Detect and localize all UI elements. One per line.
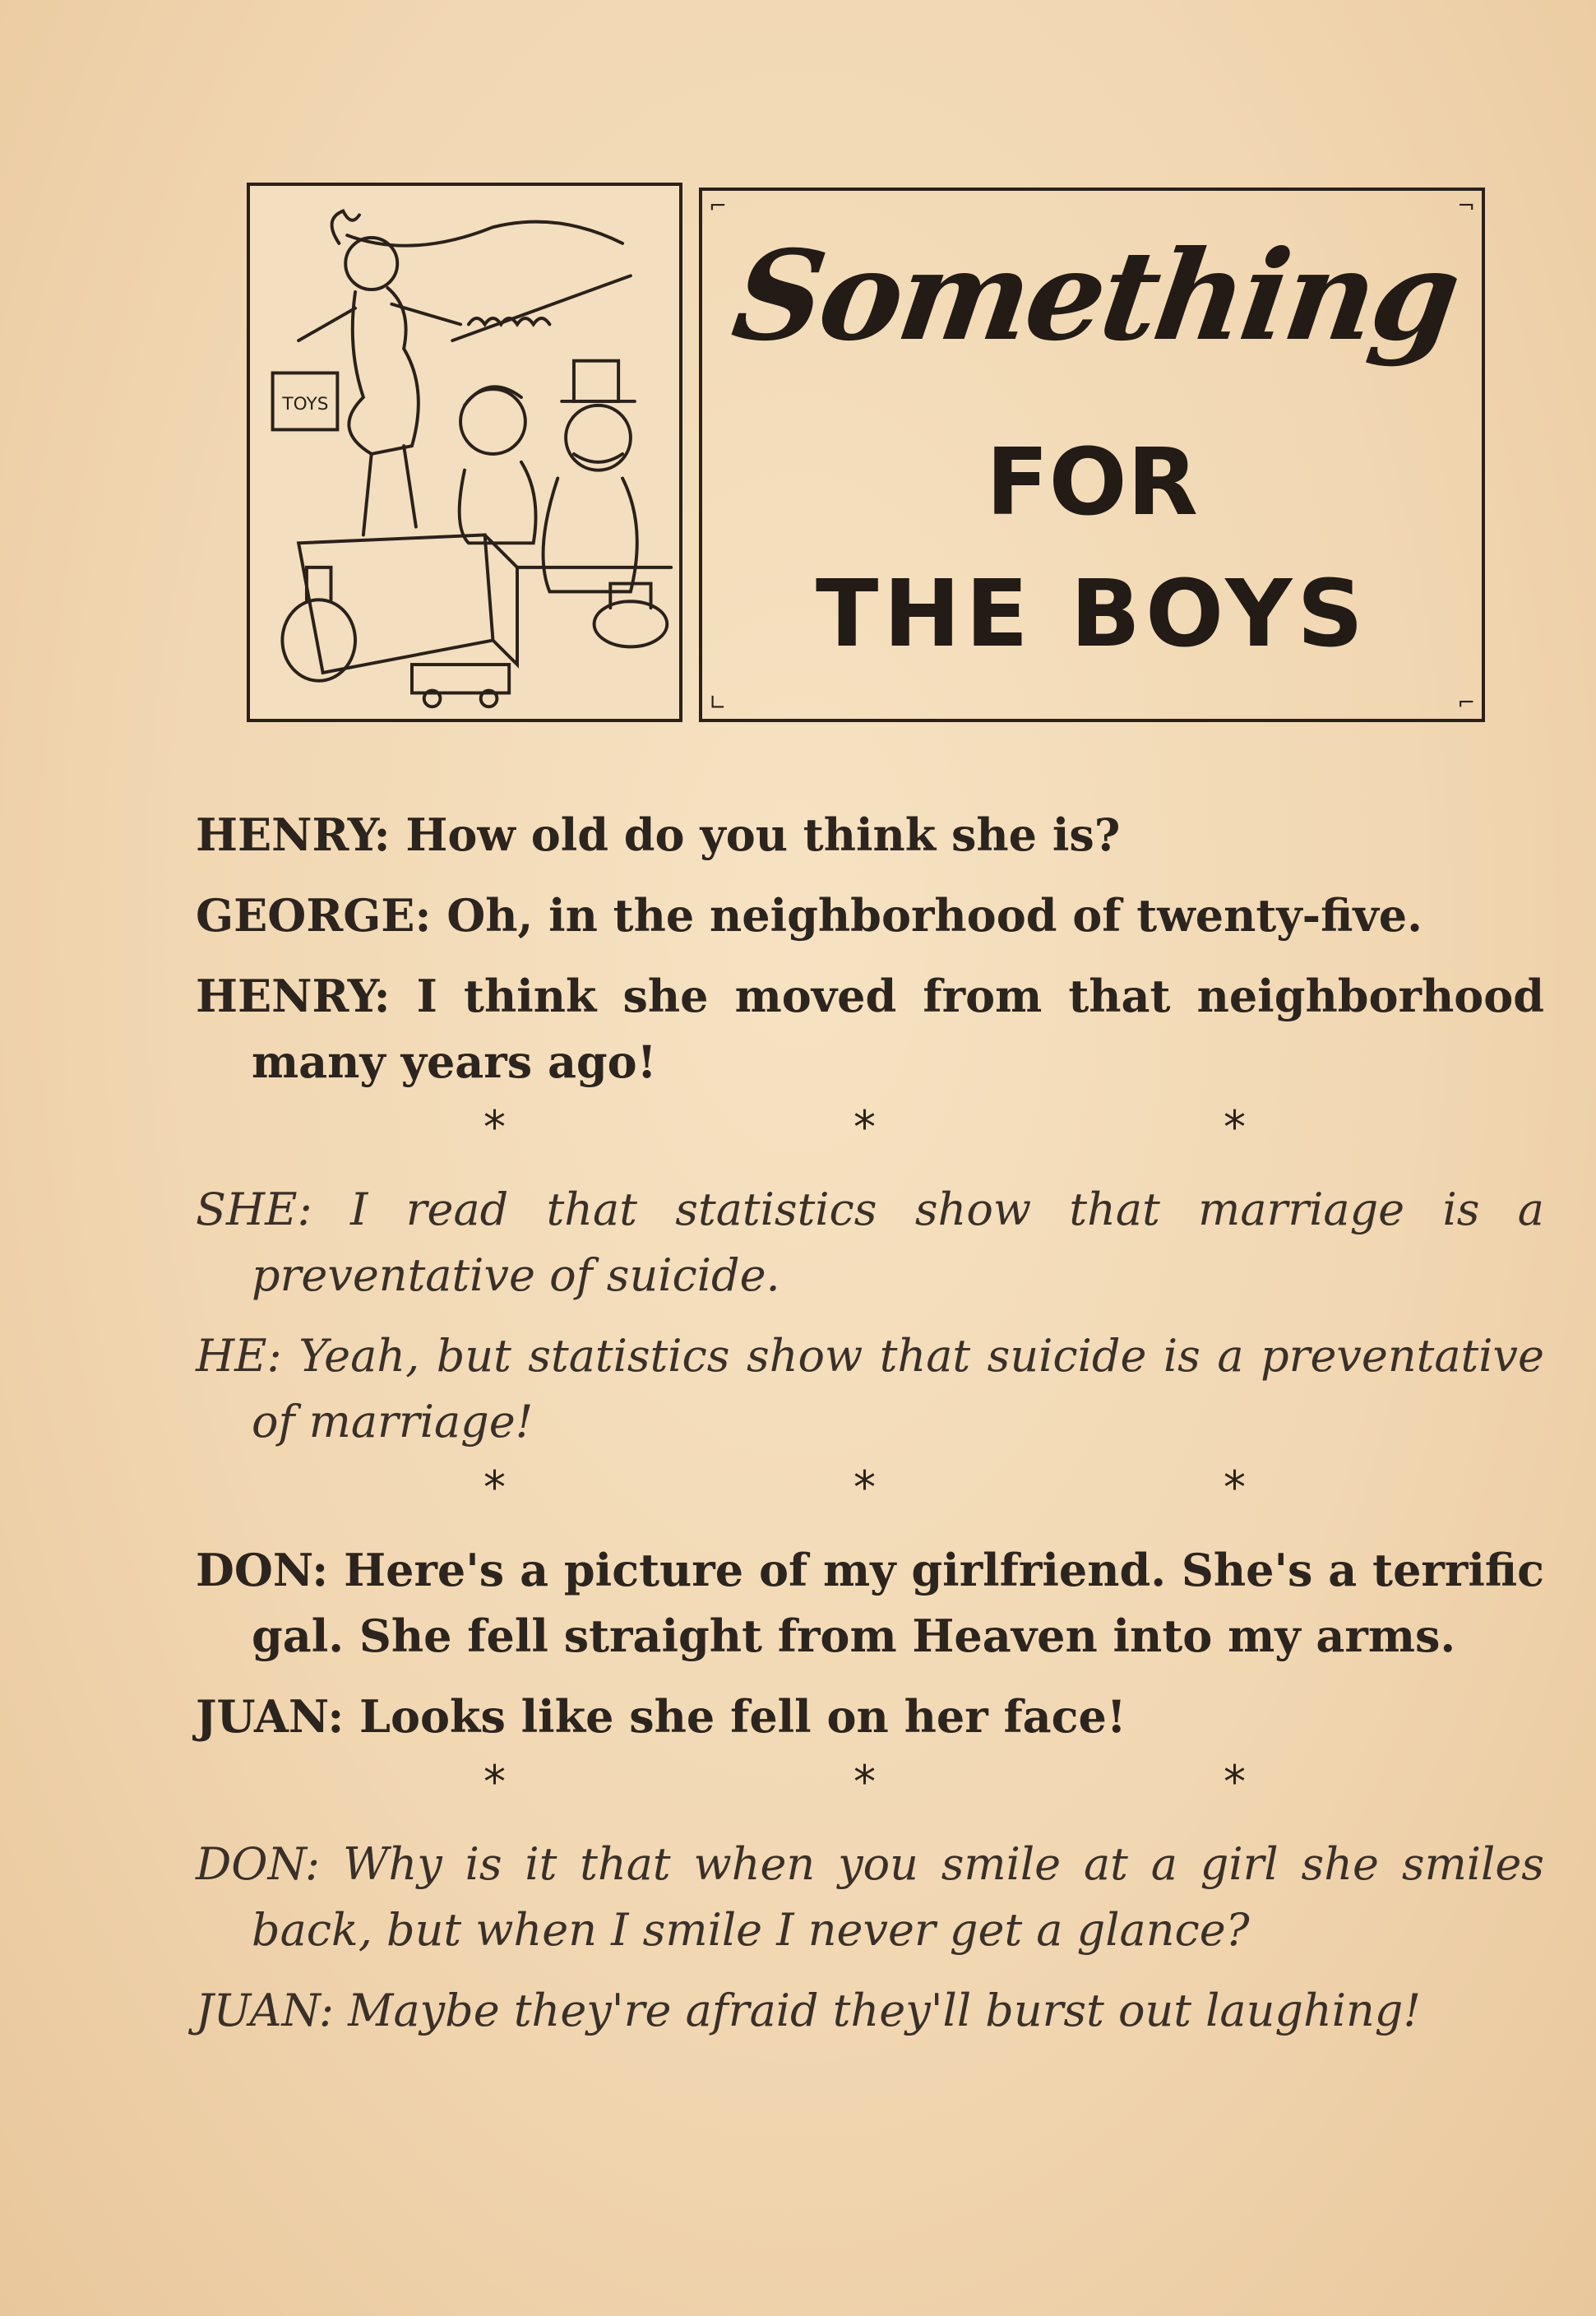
joke-line: DON: Here's a picture of my girlfriend. She's a terrific gal. She fell straight from Heaven into my arms. xyxy=(196,1544,1544,1662)
corner-ornament-icon: ¬ xyxy=(1457,194,1475,219)
joke-block-3 xyxy=(196,1537,1544,1749)
star-icon: * xyxy=(1224,1756,1246,1808)
star-icon: * xyxy=(854,1461,876,1513)
star-icon: * xyxy=(854,1756,876,1808)
star-icon: * xyxy=(483,1756,506,1808)
star-icon: * xyxy=(1224,1461,1246,1513)
joke-line: GEORGE: Oh, in the neighborhood of twenty-five. xyxy=(196,889,1423,942)
joke-line: SHE: I read that statistics show that marriage is a preventative of suicide. xyxy=(196,1183,1544,1301)
separator-stars xyxy=(196,1095,1544,1177)
star-icon: * xyxy=(483,1461,506,1513)
separator-stars xyxy=(196,1749,1544,1832)
joke-block-2 xyxy=(196,1177,1544,1455)
title-the-boys: THE BOYS xyxy=(816,561,1368,668)
corner-ornament-icon: ⌐ xyxy=(1457,691,1475,716)
joke-line: HENRY: I think she moved from that neighborhood many years ago! xyxy=(196,970,1544,1088)
separator-stars xyxy=(196,1455,1544,1537)
star-icon: * xyxy=(854,1101,876,1153)
toys-sign-label: TOYS xyxy=(282,393,329,415)
title-box xyxy=(699,188,1485,722)
toy-shop-cartoon-icon xyxy=(250,186,679,719)
joke-line: HENRY: How old do you think she is? xyxy=(196,808,1121,861)
joke-line: HE: Yeah, but statistics show that suicide is a preventative of marriage! xyxy=(196,1330,1544,1448)
title-for: FOR xyxy=(986,429,1198,536)
star-icon: * xyxy=(483,1101,506,1153)
cartoon-illustration xyxy=(247,183,682,722)
joke-block-4 xyxy=(196,1832,1544,2044)
joke-block-1 xyxy=(196,802,1544,1095)
header xyxy=(247,183,1488,725)
corner-ornament-icon: ⌐ xyxy=(709,194,727,219)
jokes-column xyxy=(196,802,1544,2044)
joke-line: JUAN: Looks like she fell on her face! xyxy=(196,1690,1126,1743)
joke-line: DON: Why is it that when you smile at a girl she smiles back, but when I smile I never get a glance? xyxy=(196,1838,1544,1956)
star-icon: * xyxy=(1224,1101,1246,1153)
joke-line: JUAN: Maybe they're afraid they'll burst out laughing! xyxy=(196,1985,1422,2036)
corner-ornament-icon: ∟ xyxy=(709,691,727,716)
title-something: Something xyxy=(724,224,1466,368)
